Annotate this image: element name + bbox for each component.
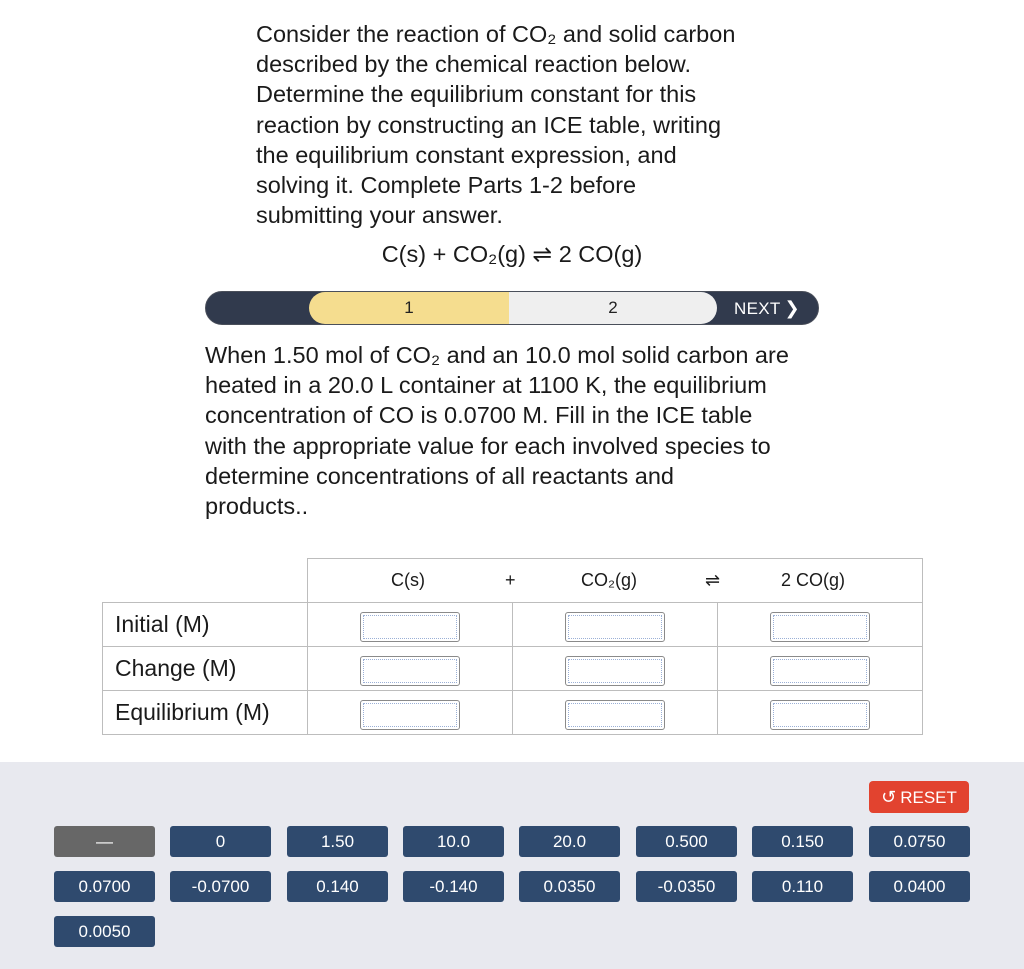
question-line: the equilibrium constant expression, and <box>256 141 677 168</box>
answer-tile[interactable]: 0 <box>170 826 271 857</box>
drop-slot-initial-co[interactable] <box>770 612 870 642</box>
answer-tile[interactable]: 0.110 <box>752 871 853 902</box>
question-text <box>256 19 776 230</box>
header-plus: + <box>505 570 516 590</box>
answer-tile[interactable]: 0.0700 <box>54 871 155 902</box>
prompt-line: products.. <box>205 493 309 520</box>
prompt-line: concentration of CO is 0.0700 M. Fill in the ICE table <box>205 402 753 429</box>
drop-slot-equilibrium-co2[interactable] <box>565 700 665 730</box>
ice-header <box>308 559 923 603</box>
prompt-line: determine concentrations of all reactants and <box>205 462 674 489</box>
drop-slot-change-c[interactable] <box>360 656 460 686</box>
reaction-equation: C(s) + CO₂(g) ⇌ 2 CO(g) <box>381 241 643 267</box>
answer-tile[interactable]: 0.140 <box>287 871 388 902</box>
answer-tile[interactable]: 0.150 <box>752 826 853 857</box>
drop-slot-initial-c[interactable] <box>360 612 460 642</box>
question-line: reaction by constructing an ICE table, writing <box>256 111 722 138</box>
question-line: solving it. Complete Parts 1-2 before <box>256 172 637 199</box>
header-species-co2: CO₂(g) <box>581 570 637 590</box>
answer-tile[interactable]: -0.0700 <box>170 871 271 902</box>
answer-tile[interactable]: 0.0350 <box>519 871 620 902</box>
prompt-line: heated in a 20.0 L container at 1100 K, the equilibrium <box>205 372 767 399</box>
chevron-right-icon: ❯ <box>784 298 800 318</box>
header-species-c: C(s) <box>391 570 425 590</box>
row-label-change: Change (M) <box>103 647 308 691</box>
equilibrium-arrow-icon: ⇌ <box>705 570 721 590</box>
reset-button[interactable] <box>869 781 969 813</box>
answer-tile[interactable]: 10.0 <box>403 826 504 857</box>
question-line: Determine the equilibrium constant for this <box>256 81 697 108</box>
question-line: submitting your answer. <box>256 202 503 229</box>
header-species-co: 2 CO(g) <box>781 570 846 590</box>
reaction-equation-row <box>0 240 1024 268</box>
table-row <box>103 691 923 735</box>
drop-slot-initial-co2[interactable] <box>565 612 665 642</box>
step-progress-bar <box>205 291 819 325</box>
question-line: described by the chemical reaction below. <box>256 51 691 78</box>
ice-table <box>102 558 923 735</box>
row-label-initial: Initial (M) <box>103 603 308 647</box>
prompt-line: When 1.50 mol of CO₂ and an 10.0 mol solid carbon are <box>205 342 789 368</box>
next-button[interactable] <box>734 292 800 324</box>
step-1-tab[interactable]: 1 <box>309 292 509 324</box>
prompt-line: with the appropriate value for each involved species to <box>205 432 771 459</box>
answer-tile[interactable]: 0.0050 <box>54 916 155 947</box>
answer-tile[interactable]: -0.140 <box>403 871 504 902</box>
part-prompt <box>205 340 825 521</box>
answer-tile[interactable]: 0.0400 <box>869 871 970 902</box>
reset-icon: ↺ <box>881 787 897 807</box>
table-row <box>103 647 923 691</box>
step-2-tab[interactable]: 2 <box>509 292 717 324</box>
next-label: NEXT <box>734 299 781 318</box>
answer-tile[interactable]: 20.0 <box>519 826 620 857</box>
question-line: Consider the reaction of CO₂ and solid carbon <box>256 21 736 47</box>
answer-tile[interactable]: -0.0350 <box>636 871 737 902</box>
answer-tile[interactable]: 1.50 <box>287 826 388 857</box>
reset-label: RESET <box>900 788 957 807</box>
answer-tile[interactable]: 0.500 <box>636 826 737 857</box>
drop-slot-equilibrium-c[interactable] <box>360 700 460 730</box>
table-corner <box>103 559 308 603</box>
drop-slot-change-co2[interactable] <box>565 656 665 686</box>
drop-slot-equilibrium-co[interactable] <box>770 700 870 730</box>
drop-slot-change-co[interactable] <box>770 656 870 686</box>
table-row <box>103 603 923 647</box>
row-label-equilibrium: Equilibrium (M) <box>103 691 308 735</box>
answer-tile[interactable]: — <box>54 826 155 857</box>
answer-tile[interactable]: 0.0750 <box>869 826 970 857</box>
